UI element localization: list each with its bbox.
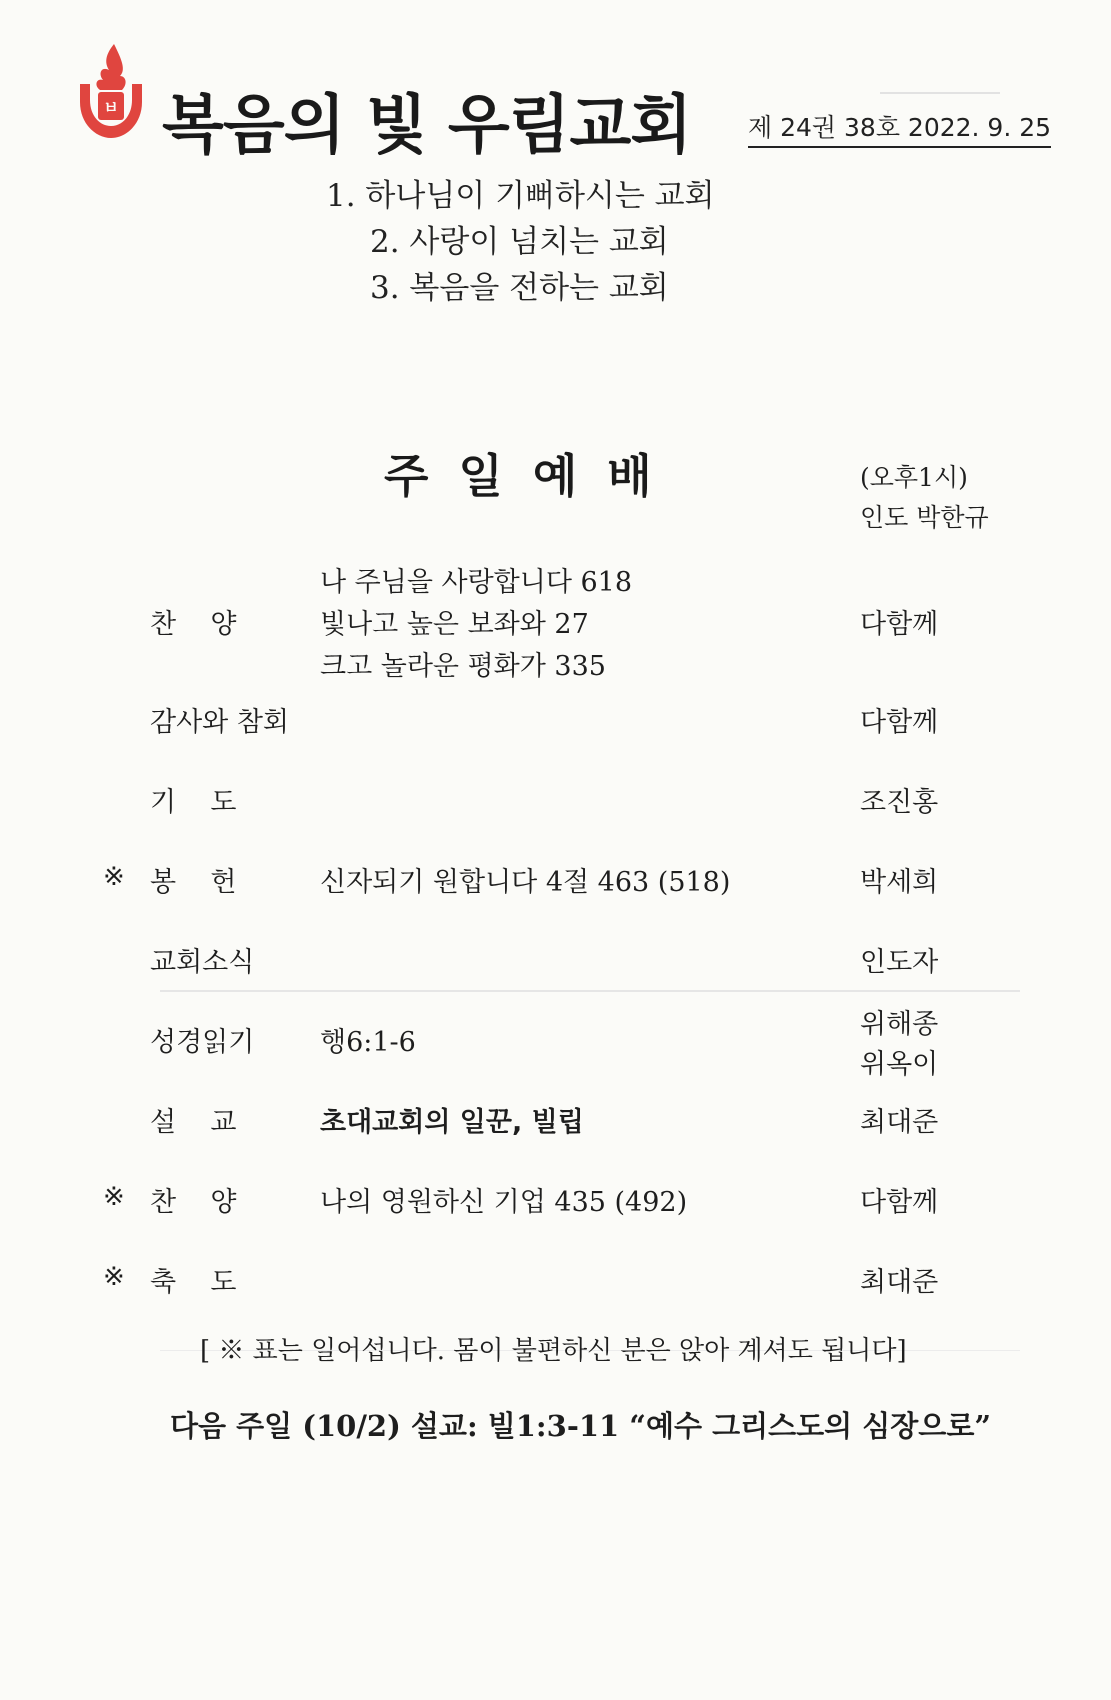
- order-item: 교회소식: [150, 947, 255, 978]
- hymn-2: 빛나고 높은 보좌와 27: [320, 609, 589, 640]
- hymn-3: 크고 놀라운 평화가 335: [320, 651, 606, 682]
- order-item: 찬 양: [150, 1187, 237, 1218]
- sermon-title: 초대교회의 일꾼, 빌립: [320, 1107, 584, 1138]
- order-item: 성경읽기: [150, 1027, 255, 1058]
- order-person: 최대준: [860, 1107, 939, 1138]
- service-time: (오후1시): [860, 463, 968, 492]
- order-person: 위해종: [860, 1009, 939, 1040]
- order-person: 최대준: [860, 1267, 939, 1298]
- church-name: 복음의 빛 우림교회: [162, 89, 692, 163]
- standing-mark: ※: [103, 1182, 125, 1212]
- order-detail: 신자되기 원합니다 4절 463 (518): [320, 867, 731, 898]
- bleed-through-mark: [880, 52, 1000, 94]
- order-person: 다함께: [860, 609, 939, 640]
- church-logo-icon: [76, 40, 146, 140]
- order-person: 인도자: [860, 947, 939, 978]
- order-item: 설 교: [150, 1107, 237, 1138]
- order-item: 기 도: [150, 787, 237, 818]
- hymn-1: 나 주님을 사랑합니다 618: [320, 567, 633, 598]
- motto-1: 1. 하나님이 기뻐하시는 교회: [326, 178, 715, 214]
- service-leader: 인도 박한규: [860, 503, 989, 532]
- order-detail: 행6:1-6: [320, 1027, 416, 1058]
- order-item: 찬 양: [150, 609, 237, 640]
- next-sermon: 다음 주일 (10/2) 설교: 빌1:3-11 “예수 그리스도의 심장으로”: [170, 1409, 992, 1443]
- order-detail: 나의 영원하신 기업 435 (492): [320, 1187, 688, 1218]
- order-person: 박세희: [860, 867, 939, 898]
- order-person-2: 위옥이: [860, 1049, 939, 1080]
- motto-2: 2. 사랑이 넘치는 교회: [370, 224, 669, 260]
- order-item: 봉 헌: [150, 867, 237, 898]
- order-person: 조진홍: [860, 787, 939, 818]
- bleed-through-line: [160, 990, 1020, 992]
- standing-notice: [ ※ 표는 일어섭니다. 몸이 불편하신 분은 앉아 계셔도 됩니다]: [200, 1336, 907, 1366]
- service-title: 주일예배: [384, 449, 682, 503]
- standing-mark: ※: [103, 862, 125, 892]
- order-person: 다함께: [860, 707, 939, 738]
- order-item: 축 도: [150, 1267, 237, 1298]
- order-person: 다함께: [860, 1187, 939, 1218]
- issue-info: 제 24권 38호 2022. 9. 25: [748, 108, 1051, 148]
- standing-mark: ※: [103, 1262, 125, 1292]
- svg-text:ㅂ: ㅂ: [103, 98, 119, 117]
- motto-3: 3. 복음을 전하는 교회: [370, 270, 669, 306]
- order-item: 감사와 참회: [150, 707, 289, 738]
